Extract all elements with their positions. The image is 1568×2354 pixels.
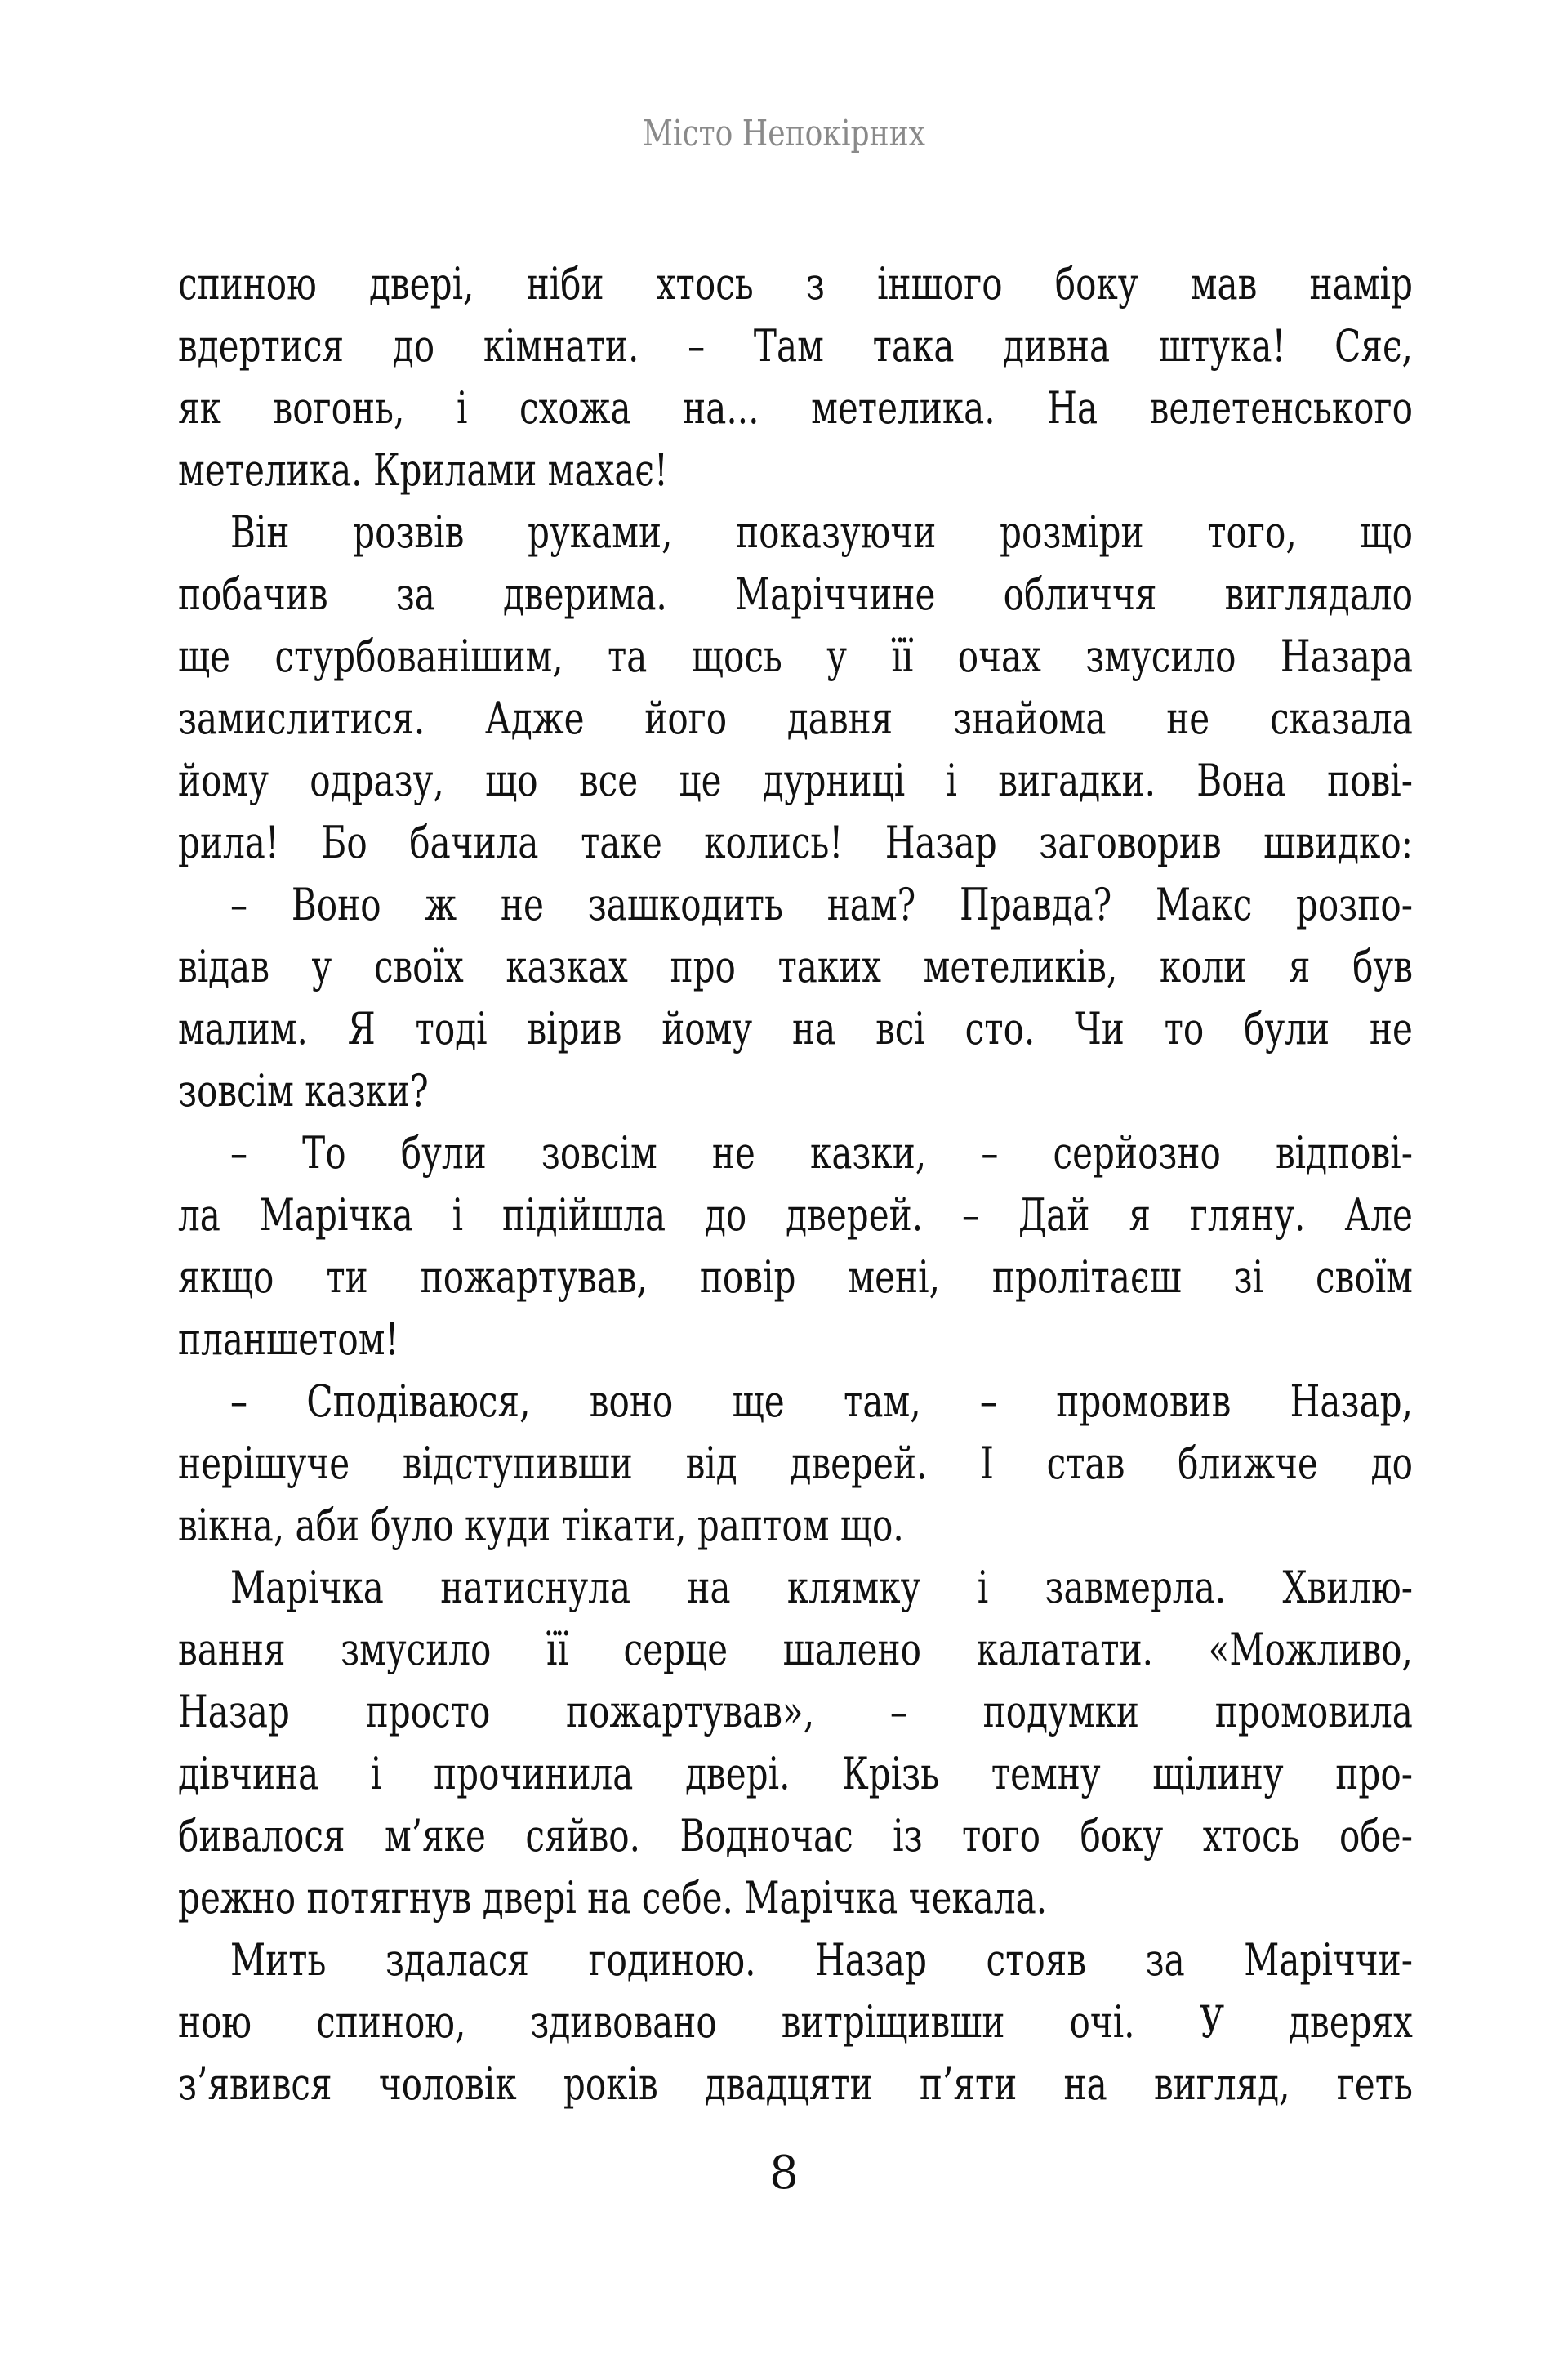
- text-line: метелика. Крилами махає!: [178, 444, 668, 496]
- text-line: малим. Я тоді вірив йому на всі сто. Чи то були не: [178, 1003, 1413, 1054]
- dialogue-line: – Воно ж не зашкодить нам? Правда? Макс розпо-: [229, 879, 1413, 930]
- text-line: дівчина і прочинила двері. Крізь темну щілину про-: [178, 1748, 1413, 1799]
- text-line: спиною двері, ніби хтось з іншого боку мав намір: [178, 258, 1413, 310]
- text-line: вікна, аби було куди тікати, раптом що.: [178, 1500, 904, 1551]
- text-line: побачив за дверима. Марiччине обличчя виглядало: [178, 568, 1413, 620]
- text-line: з’явився чоловік років двадцяти п’яти на вигляд, геть: [178, 2058, 1413, 2110]
- dialogue-line: – То були зовсім не казки, – серйозно відпові-: [229, 1127, 1413, 1179]
- text-line: ла Марічка і підійшла до дверей. – Дай я гляну. Але: [178, 1189, 1413, 1241]
- page-body-text: [178, 253, 1413, 2115]
- page-number: 8: [769, 2147, 799, 2200]
- dialogue-line: – Сподіваюся, воно ще там, – промовив Назар,: [229, 1375, 1413, 1427]
- text-line: бивалося м’яке сяйво. Водночас із того боку хтось обе-: [178, 1810, 1413, 1861]
- running-header: Місто Непокірних: [642, 113, 926, 154]
- text-line: Назар просто пожартував», – подумки промовила: [178, 1686, 1413, 1737]
- text-line: ще стурбованішим, та щось у її очах змусило Назара: [178, 631, 1413, 682]
- paragraph-start-line: Він розвів руками, показуючи розміри того, що: [229, 506, 1413, 558]
- paragraph-start-line: Мить здалася годиною. Назар стояв за Марiччи-: [229, 1934, 1413, 1986]
- text-line: йому одразу, що все це дурниці і вигадки. Вона пові-: [178, 755, 1413, 806]
- text-line: режно потягнув двері на себе. Марічка чекала.: [178, 1872, 1048, 1924]
- text-line: планшетом!: [178, 1313, 399, 1365]
- text-line: ною спиною, здивовано витріщивши очі. У дверях: [178, 1996, 1413, 2048]
- text-line: нерішуче відступивши від дверей. І став ближче до: [178, 1438, 1413, 1489]
- text-line: замислитися. Адже його давня знайома не сказала: [178, 693, 1413, 744]
- text-line: вдертися до кімнати. – Там така дивна штука! Сяє,: [178, 320, 1413, 372]
- text-line: вання змусило її серце шалено калатати. «Можливо,: [178, 1624, 1413, 1675]
- text-line: рила! Бо бачила таке колись! Назар заговорив швидко:: [178, 817, 1413, 868]
- text-line: як вогонь, і схожа на... метелика. На велетенського: [178, 382, 1413, 434]
- text-line: відав у своїх казках про таких метеликів, коли я був: [178, 941, 1413, 992]
- text-line: якщо ти пожартував, повір мені, пролітаєш зі своїм: [178, 1251, 1413, 1303]
- paragraph-start-line: Марічка натиснула на клямку і завмерла. Хвилю-: [229, 1562, 1413, 1613]
- text-line: зовсім казки?: [178, 1065, 429, 1117]
